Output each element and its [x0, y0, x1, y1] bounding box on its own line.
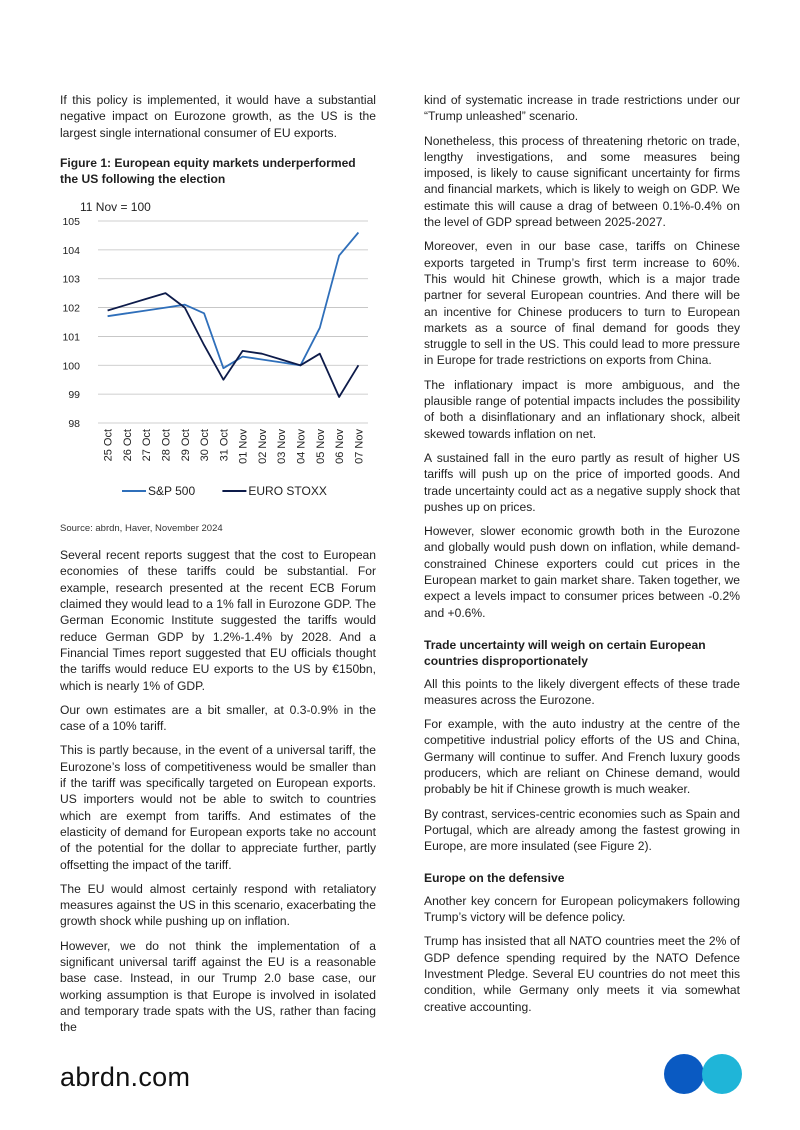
- x-tick-label: 04 Nov: [295, 428, 308, 464]
- paragraph: A sustained fall in the euro partly as result of higher US tariffs will push up on the price of imported goods. And trade uncertainty could act as a negative supply shock that pushes up on prices.: [424, 450, 740, 514]
- paragraph: All this points to the likely divergent effects of these trade measures across the Eurozone.: [424, 676, 740, 707]
- section-heading: Trade uncertainty will weigh on certain European countries disproportionately: [424, 637, 706, 669]
- x-tick-label: 29 Oct: [179, 428, 192, 462]
- paragraph: The EU would almost certainly respond with retaliatory measures against the US in this scenario, exacerbating the growth shock while pushing up on inflation.: [60, 881, 376, 929]
- chart-svg: [60, 195, 376, 515]
- x-tick-label: 05 Nov: [314, 428, 327, 464]
- figure-title: Figure 1: European equity markets underperformed the US following the election: [60, 155, 356, 186]
- y-tick-label: 99: [68, 389, 80, 402]
- paragraph: Nonetheless, this process of threatening rhetoric on trade, lengthy investigations, and some measures being imposed, is likely to cause significant uncertainty for firms and financial markets, which is likely to weigh on GDP. We estimate this will cause a drag of between 0.1%-0.4% on the level of GDP spread between 2025-2027.: [424, 133, 740, 230]
- x-tick-label: 03 Nov: [276, 428, 289, 464]
- logo-dot-cyan: [702, 1054, 742, 1094]
- x-tick-label: 31 Oct: [218, 428, 231, 462]
- x-tick-label: 02 Nov: [256, 428, 269, 464]
- legend-label: S&P 500: [148, 483, 196, 498]
- paragraph: Several recent reports suggest that the cost to European economies of these tariffs could be substantial. For example, research presented at the recent ECB Forum claimed they would lead to a 1% fall in Eurozone GDP. The German Economic Institute suggested the tariffs would reduce German GDP by 1.2%-1.4% by 2028. And a Financial Times report suggested that EU officials thought the tariffs would reduce EU exports to the US by €150bn, which is nearly 1% of GDP.: [60, 548, 376, 693]
- x-tick-label: 27 Oct: [141, 428, 154, 462]
- paragraph: kind of systematic increase in trade restrictions under our “Trump unleashed” scenario.: [424, 93, 740, 124]
- equity-chart: [60, 195, 376, 515]
- footer-logo-text[interactable]: abrdn.com: [60, 1062, 191, 1092]
- paragraph: However, we do not think the implementation of a significant universal tariff against the EU is a reasonable base case. Instead, in our Trump 2.0 base case, our working assumption is that Europe is involved in isolated and temporary trade spats with the US, rather than facing the: [60, 938, 376, 1035]
- paragraph: This is partly because, in the event of a universal tariff, the Eurozone’s loss of competitiveness would be smaller than if the tariff was specifically targeted on European exports. US importers would not be able to switch to countries which are exempt from tariffs. And estimates of the elasticity of demand for European exports take no account of the potential for the dollar to appreciate further, partly offsetting the impact of the tariff.: [60, 743, 376, 872]
- y-tick-label: 101: [62, 331, 80, 344]
- y-tick-label: 105: [62, 215, 80, 228]
- abrdn-logo-dots-icon: [664, 1054, 744, 1094]
- y-tick-label: 98: [68, 417, 80, 430]
- paragraph: The inflationary impact is more ambiguous, and the plausible range of potential impacts includes the possibility of both a disinflationary and an inflationary shock, albeit skewed towards inflation on net.: [424, 377, 740, 441]
- series-line-0: [108, 232, 359, 368]
- x-tick-label: 26 Oct: [121, 428, 134, 462]
- y-tick-label: 100: [62, 360, 80, 373]
- y-axis-label: 11 Nov = 100: [80, 199, 151, 214]
- paragraph: Another key concern for European policymakers following Trump’s victory will be defence policy.: [424, 893, 740, 925]
- y-tick-label: 102: [62, 302, 80, 315]
- x-tick-label: 30 Oct: [199, 428, 212, 462]
- paragraph: For example, with the auto industry at the centre of the competitive industrial policy efforts of the US and China, Germany will continue to suffer. And French luxury goods producers, which are reliant on Chinese demand, would probably be hit if Chinese growth is much weaker.: [424, 717, 740, 797]
- x-tick-label: 01 Nov: [237, 428, 250, 464]
- x-tick-label: 06 Nov: [334, 428, 347, 464]
- x-tick-label: 25 Oct: [102, 428, 115, 462]
- paragraph: However, slower economic growth both in the Eurozone and globally would push down on inflation, while demand-constrained Chinese exporters could cut prices in the European market to gain market share. Taken together, we expect a levels impact to consumer prices between -0.2% and +0.6%.: [424, 524, 740, 620]
- x-tick-label: 28 Oct: [160, 428, 173, 462]
- series-line-1: [108, 293, 359, 397]
- paragraph: Trump has insisted that all NATO countries meet the 2% of GDP defence spending required by the NATO Defence Investment Pledge. Several EU countries do not meet this condition, while Germany only meets it via somewhat creative accounting.: [424, 934, 740, 1014]
- x-tick-label: 07 Nov: [353, 428, 366, 464]
- right-column: [424, 92, 740, 1023]
- left-column: [60, 92, 376, 1044]
- paragraph: Moreover, even in our base case, tariffs on Chinese exports targeted in Trump’s first term increase to 60%. This would hit Chinese growth, which is a major trade partner for several European countries. And there will be an incentive for Chinese producers to turn to European markets as a source of final demand for goods they struggle to sell in the US. This could lead to more pressure in Europe for trade restrictions on exports from China.: [424, 239, 740, 368]
- legend-label: EURO STOXX: [248, 483, 327, 498]
- logo-dot-blue: [664, 1054, 704, 1094]
- figure-source: Source: abrdn, Haver, November 2024: [60, 522, 223, 534]
- paragraph: Our own estimates are a bit smaller, at 0.3-0.9% in the case of a 10% tariff.: [60, 702, 376, 734]
- y-tick-label: 103: [62, 273, 80, 286]
- y-tick-label: 104: [62, 244, 80, 257]
- section-heading: Europe on the defensive: [424, 871, 565, 886]
- paragraph: By contrast, services-centric economies such as Spain and Portugal, which are already among the fastest growing in Europe, are more insulated (see Figure 2).: [424, 806, 740, 854]
- paragraph: If this policy is implemented, it would have a substantial negative impact on Eurozone growth, as the US is the largest single international consumer of EU exports.: [60, 93, 376, 140]
